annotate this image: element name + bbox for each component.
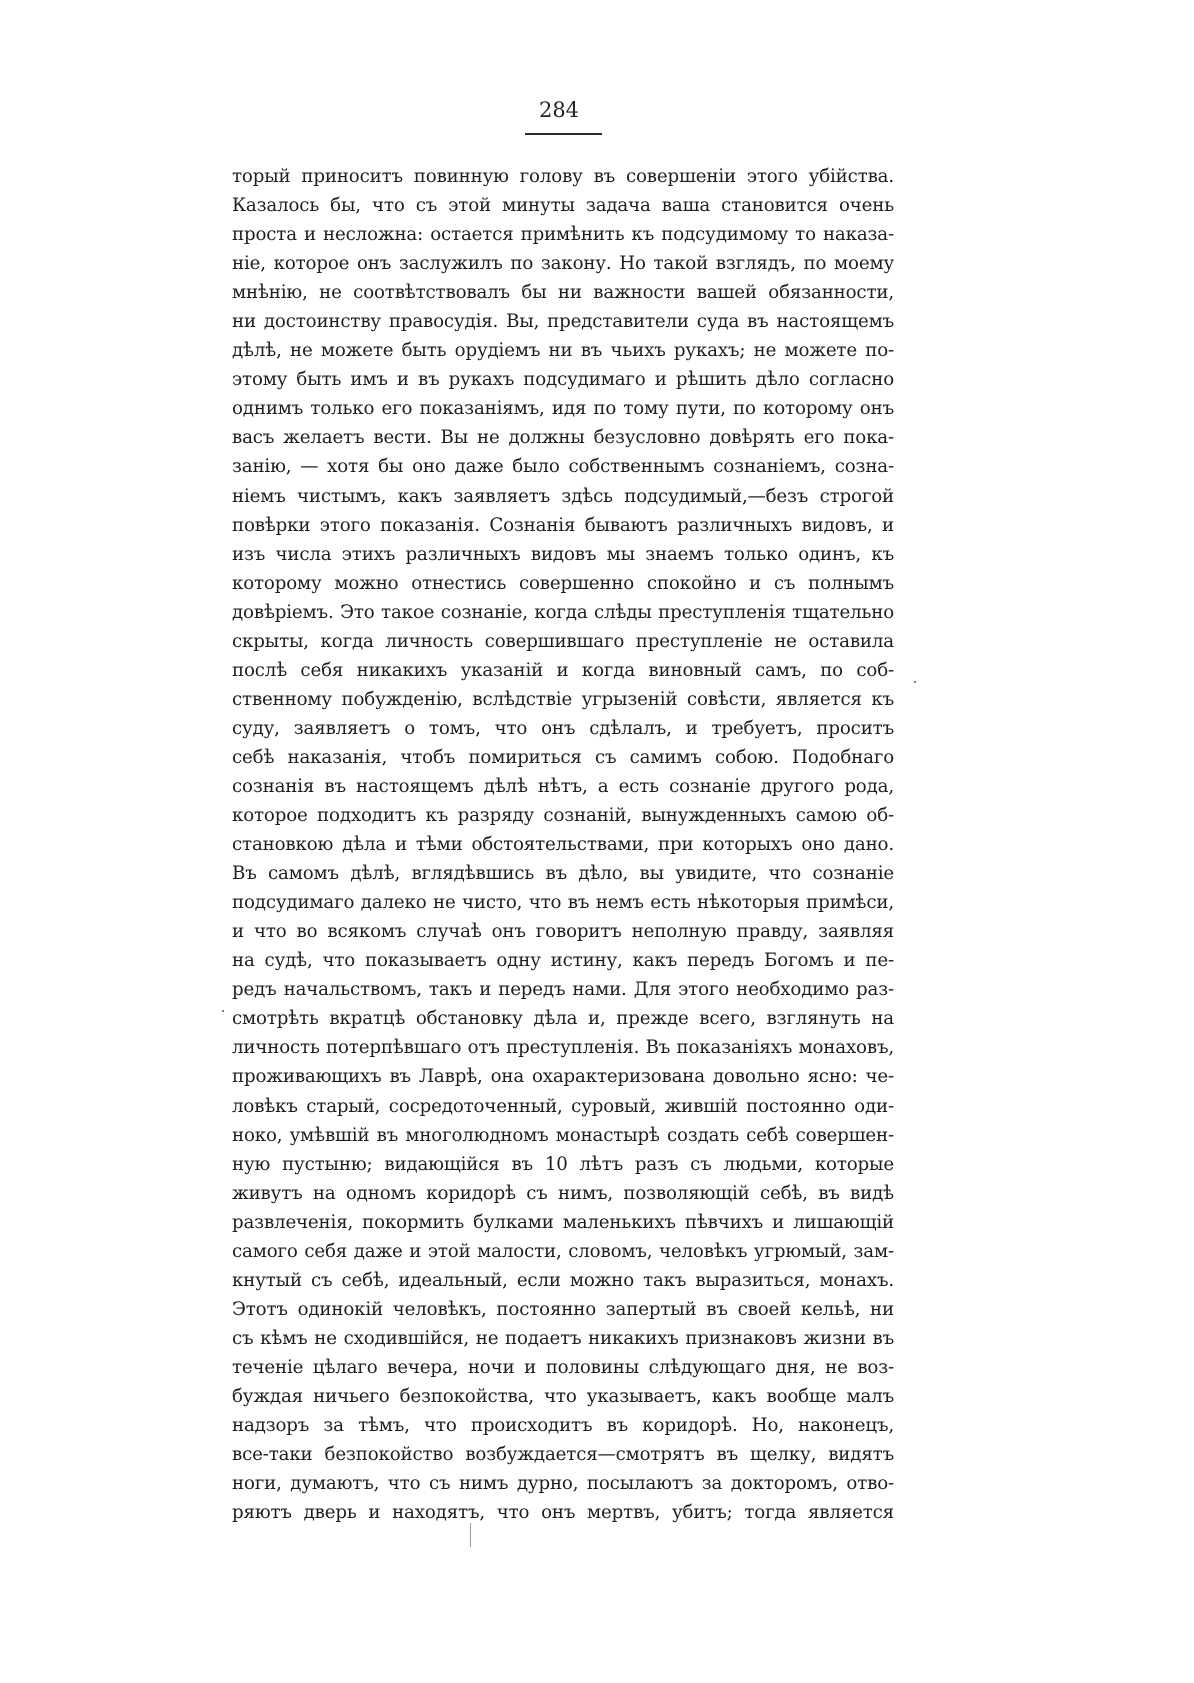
text-line: ственному побужденію, вслѣдствіе угрызеній совѣсти, является къ <box>232 688 894 710</box>
text-line: этому быть имъ и въ рукахъ подсудимаго и рѣшить дѣло согласно <box>232 369 894 391</box>
text-line: проста и несложна: остается примѣнить къ подсудимому то наказа- <box>232 224 894 246</box>
text-line: мнѣнію, не соотвѣтствовалъ бы ни важности вашей обязанности, <box>232 282 894 304</box>
text-line: подсудимаго далеко не чисто, что въ немъ есть нѣкоторыя примѣси, <box>232 892 894 914</box>
text-line: съ кѣмъ не сходившійся, не подаетъ никакихъ признаковъ жизни въ <box>232 1327 894 1349</box>
page-number-rule <box>525 133 602 135</box>
text-line: Въ самомъ дѣлѣ, вглядѣвшись въ дѣло, вы увидите, что сознаніе <box>232 863 894 885</box>
text-line: ловѣкъ старый, сосредоточенный, суровый, жившій постоянно оди- <box>232 1095 894 1117</box>
text-line: скрыты, когда личность совершившаго преступленіе не оставила <box>232 630 894 652</box>
text-line: суду, заявляетъ о томъ, что онъ сдѣлалъ, и требуетъ, проситъ <box>232 717 894 739</box>
text-line: повѣрки этого показанія. Сознанія бываютъ различныхъ видовъ, и <box>232 514 894 536</box>
text-line: становкою дѣла и тѣми обстоятельствами, при которыхъ оно дано. <box>232 834 894 856</box>
page-number: 284 <box>538 98 580 122</box>
text-line: и что во всякомъ случаѣ онъ говоритъ неполную правду, заявляя <box>232 921 894 943</box>
text-line: ніемъ чистымъ, какъ заявляетъ здѣсь подсудимый,—безъ строгой <box>232 485 894 507</box>
text-line: сознанія въ настоящемъ дѣлѣ нѣтъ, а есть сознаніе другого рода, <box>232 775 894 797</box>
text-line: ни достоинству правосудія. Вы, представители суда въ настоящемъ <box>232 311 894 333</box>
scan-speck <box>222 1010 224 1012</box>
text-line: самого себя даже и этой малости, словомъ, человѣкъ угрюмый, зам- <box>232 1240 894 1262</box>
text-line: которое подходитъ къ разряду сознаній, вынужденныхъ самою об- <box>232 805 894 827</box>
scan-speck <box>914 681 916 683</box>
text-line: ряютъ дверь и находятъ, что онъ мертвъ, убитъ; тогда является <box>232 1502 894 1524</box>
text-line: живутъ на одномъ коридорѣ съ нимъ, позволяющій себѣ, въ видѣ <box>232 1182 894 1204</box>
text-line: васъ желаетъ вести. Вы не должны безусловно довѣрять его пока- <box>232 427 894 449</box>
text-line: проживающихъ въ Лаврѣ, она охарактеризована довольно ясно: че- <box>232 1066 894 1088</box>
text-line: себѣ наказанія, чтобъ помириться съ самимъ собою. Подобнаго <box>232 746 894 768</box>
text-line: теченіе цѣлаго вечера, ночи и половины слѣдующаго дня, не воз- <box>232 1356 894 1378</box>
text-line: личность потерпѣвшаго отъ преступленія. Въ показаніяхъ монаховъ, <box>232 1037 894 1059</box>
text-line: дѣлѣ, не можете быть орудіемъ ни въ чьихъ рукахъ; не можете по- <box>232 340 894 362</box>
text-line: ную пустыню; видающійся въ 10 лѣтъ разъ съ людьми, которые <box>232 1153 894 1175</box>
text-line: изъ числа этихъ различныхъ видовъ мы знаемъ только одинъ, къ <box>232 543 894 565</box>
text-line: надзоръ за тѣмъ, что происходитъ въ коридорѣ. Но, наконецъ, <box>232 1415 894 1437</box>
text-line: довѣріемъ. Это такое сознаніе, когда слѣды преступленія тщательно <box>232 601 894 623</box>
text-line: занію, — хотя бы оно даже было собственнымъ сознаніемъ, созна- <box>232 456 894 478</box>
text-line: развлеченія, покормить булками маленькихъ пѣвчихъ и лишающій <box>232 1211 894 1233</box>
text-line: ніе, которое онъ заслужилъ по закону. Но такой взглядъ, по моему <box>232 253 894 275</box>
text-line: однимъ только его показаніямъ, идя по тому пути, по которому онъ <box>232 398 894 420</box>
text-line: торый приноситъ повинную голову въ совершеніи этого убійства. <box>232 166 894 187</box>
text-line: Казалось бы, что съ этой минуты задача ваша становится очень <box>232 195 894 217</box>
text-line: Этотъ одинокій человѣкъ, постоянно запертый въ своей кельѣ, ни <box>232 1298 894 1320</box>
text-line: буждая ничьего безпокойства, что указываетъ, какъ вообще малъ <box>232 1385 894 1407</box>
scan-speck <box>470 1523 471 1547</box>
text-line: смотрѣть вкратцѣ обстановку дѣла и, прежде всего, взглянуть на <box>232 1008 894 1030</box>
text-line: послѣ себя никакихъ указаній и когда виновный самъ, по соб- <box>232 659 894 681</box>
text-line: которому можно отнестись совершенно спокойно и съ полнымъ <box>232 572 894 594</box>
body-text <box>232 162 894 1527</box>
text-line: ноги, думаютъ, что съ нимъ дурно, посылаютъ за докторомъ, отво- <box>232 1473 894 1495</box>
text-line: на судѣ, что показываетъ одну истину, какъ передъ Богомъ и пе- <box>232 950 894 972</box>
text-line: кнутый съ себѣ, идеальный, если можно такъ выразиться, монахъ. <box>232 1269 894 1291</box>
text-line: все-таки безпокойство возбуждается—смотрятъ въ щелку, видятъ <box>232 1444 894 1466</box>
text-line: ноко, умѣвшій въ многолюдномъ монастырѣ создать себѣ совершен- <box>232 1124 894 1146</box>
text-line: редъ начальствомъ, такъ и передъ нами. Для этого необходимо раз- <box>232 979 894 1001</box>
